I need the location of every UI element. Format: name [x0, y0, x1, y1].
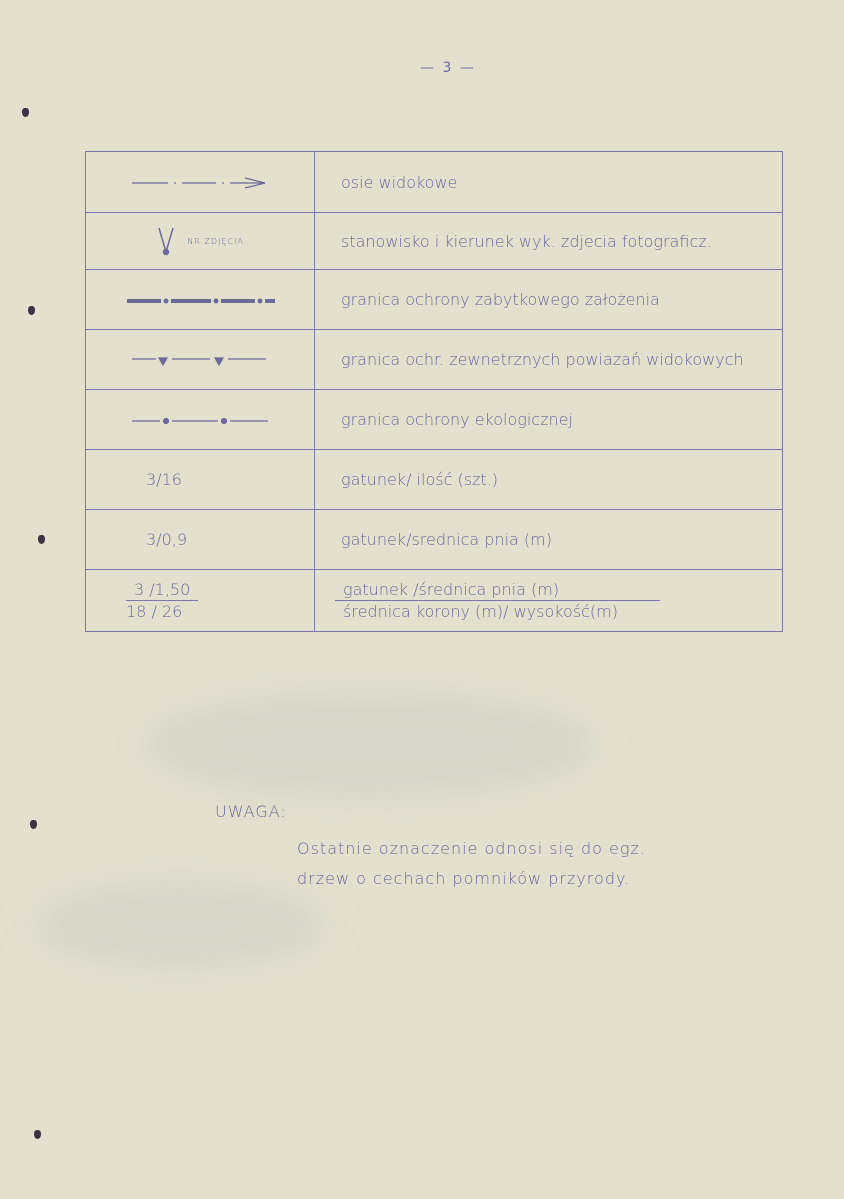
note-line-2: drzew o cechach pomników przyrody.	[297, 869, 631, 888]
table-row	[86, 570, 783, 632]
legend-description: granica ochrony ekologicznej	[315, 390, 783, 450]
symbol-label: NR ZDJĘCIA	[187, 236, 244, 246]
legend-description: gatunek/srednica pnia (m)	[315, 510, 783, 570]
table-row	[86, 270, 783, 330]
dash-dot-arrow-icon	[86, 152, 315, 213]
thick-dash-dot-line-icon	[86, 270, 315, 330]
table-row	[86, 330, 783, 390]
symbol-top: 3 /1,50	[126, 579, 198, 601]
description-top: gatunek /średnica pnia (m)	[335, 579, 660, 601]
punch-hole-mark	[28, 306, 35, 315]
line-dot-icon	[86, 390, 315, 450]
photo-position-icon	[156, 226, 176, 256]
punch-hole-mark	[22, 108, 29, 117]
punch-hole-mark	[30, 820, 37, 829]
legend-description: granica ochr. zewnetrznych powiazań widokowych	[315, 330, 783, 390]
table-row	[86, 450, 783, 510]
symbol-text: 3/16	[86, 450, 315, 510]
description-bottom: średnica korony (m)/ wysokość(m)	[343, 602, 618, 621]
table-row	[86, 213, 783, 270]
legend-description: stanowisko i kierunek wyk. zdjecia fotograficz.	[315, 213, 783, 270]
legend-description: osie widokowe	[315, 152, 783, 213]
legend-description: granica ochrony zabytkowego założenia	[315, 270, 783, 330]
page-number: — 3 —	[420, 60, 476, 76]
legend-table	[85, 151, 783, 632]
table-row	[86, 510, 783, 570]
punch-hole-mark	[34, 1130, 41, 1139]
note-heading: UWAGA:	[215, 802, 287, 821]
table-row	[86, 152, 783, 213]
line-triangle-icon	[86, 330, 315, 390]
symbol-text: 3/0,9	[86, 510, 315, 570]
symbol-bottom: 18 / 26	[126, 602, 183, 621]
note-line-1: Ostatnie oznaczenie odnosi się do egz.	[297, 839, 646, 858]
punch-hole-mark	[38, 535, 45, 544]
legend-description: gatunek/ ilość (szt.)	[315, 450, 783, 510]
table-row	[86, 390, 783, 450]
